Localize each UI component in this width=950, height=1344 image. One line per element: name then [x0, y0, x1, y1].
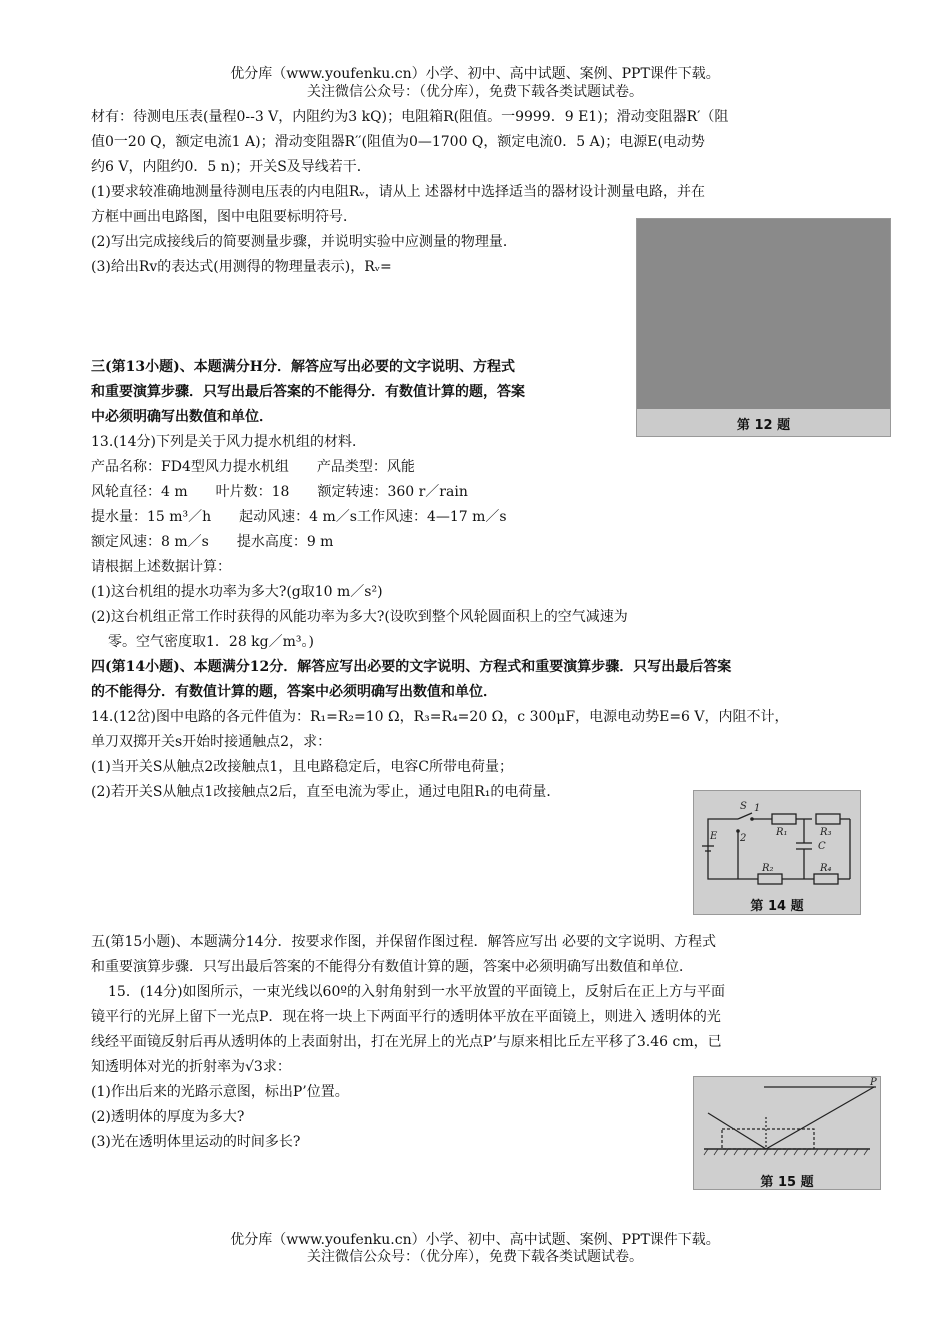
q12-line-4: (1)要求较准确地测量待测电压表的内电阻Rᵥ，请从上 述器材中选择适当的器材设计测量电路，并在	[91, 184, 706, 200]
footer-line-2: 关注微信公众号：（优分库），免费下载各类试题试卷。	[307, 1249, 643, 1265]
section-3-line-2: 和重要演算步骤．只写出最后答案的不能得分．有数值计算的题，答案	[91, 384, 525, 400]
q15-line-4: 知透明体对光的折射率为√3求：	[91, 1059, 291, 1075]
reflected-ray	[766, 1087, 874, 1149]
label-r2: R₂	[762, 863, 774, 874]
label-r3: R₃	[820, 827, 832, 838]
resistor-r4	[814, 874, 838, 884]
section-4-line-1: 四(第14小题)、本题满分12分．解答应写出必要的文字说明、方程式和重要演算步骤．只写出最后答案	[91, 659, 732, 675]
label-e: E	[710, 831, 718, 842]
figure-12-box	[637, 219, 890, 409]
resistor-r1	[772, 814, 796, 824]
circuit-diagram	[694, 791, 860, 891]
q12-line-7: (3)给出Rv的表达式(用测得的物理量表示)，Rᵥ=	[91, 259, 392, 275]
q13-line-7: (1)这台机组的提水功率为多大?(g取10 m／s²)	[91, 584, 383, 600]
q12-line-1: 材有：待测电压表(量程0--3 V，内阻约为3 kQ)；电阻箱R(阻值。一9999．9 E1)；滑动变阻器R′（阻	[91, 109, 729, 125]
q14-line-2: 单刀双掷开关s开始时接通触点2，求：	[91, 734, 332, 750]
figure-12	[636, 218, 891, 437]
section-5-line-2: 和重要演算步骤．只写出最后答案的不能得分有数值计算的题，答案中必须明确写出数值和单位．	[91, 959, 693, 975]
incident-ray	[708, 1113, 766, 1149]
figure-15	[693, 1076, 881, 1190]
q13-line-4: 提水量：15 m³／h 起动风速：4 m／s工作风速：4—17 m／s	[91, 509, 507, 525]
q12-line-6: (2)写出完成接线后的简要测量步骤，并说明实验中应测量的物理量．	[91, 234, 517, 250]
q15-line-3: 线经平面镜反射后再从透明体的上表面射出，打在光屏上的光点P’与原来相比丘左平移了3.46 cm，已	[91, 1034, 722, 1050]
section-3-line-1: 三(第13小题)、本题满分H分．解答应写出必要的文字说明、方程式	[91, 359, 515, 375]
label-s: S	[740, 801, 747, 812]
q15-line-1: 15．(14分)如图所示，一束光线以60º的入射角射到一水平放置的平面镜上，反射后在正上方与平面	[108, 984, 725, 1000]
label-p: P	[870, 1077, 877, 1088]
q14-line-1: 14.(12岔)图中电路的各元件值为：R₁=R₂=10 Ω，R₃=R₄=20 Ω，c 300μF，电源电动势E=6 V，内阻不计，	[91, 709, 789, 725]
section-4-line-2: 的不能得分．有数值计算的题，答案中必须明确写出数值和单位．	[91, 684, 497, 700]
q13-line-2: 产品名称：FD4型风力提水机组 产品类型：风能	[91, 459, 415, 475]
q12-line-2: 值0一20 Q，额定电流1 A)；滑动变阻器R′′(阻值为0—1700 Q，额定电流0．5 A)；电源E(电动势	[91, 134, 705, 150]
optics-diagram	[694, 1077, 880, 1167]
q15-line-6: (2)透明体的厚度为多大?	[91, 1109, 245, 1125]
label-r4: R₄	[820, 863, 832, 874]
label-c: C	[818, 841, 826, 852]
q15-line-2: 镜平行的光屏上留下一光点P．现在将一块上下两面平行的透明体平放在平面镜上，则进入 透明体的光	[91, 1009, 721, 1025]
figure-12-caption: 第 12 题	[736, 418, 791, 433]
figure-14	[693, 790, 861, 915]
q15-line-5: (1)作出后来的光路示意图，标出P’位置。	[91, 1084, 349, 1100]
resistor-r3	[816, 814, 840, 824]
circuit-wire-left	[708, 819, 738, 879]
q13-line-9: 零。空气密度取1．28 kg／m³。)	[108, 634, 314, 650]
transparent-block	[722, 1129, 814, 1149]
section-3-line-3: 中必须明确写出数值和单位．	[91, 409, 273, 425]
header-line-2: 关注微信公众号：（优分库），免费下载各类试题试卷。	[307, 84, 643, 100]
q14-line-3: (1)当开关S从触点2改接触点1，且电路稳定后，电容C所带电荷量；	[91, 759, 513, 775]
figure-14-caption: 第 14 题	[750, 899, 804, 914]
section-5-line-1: 五(第15小题)、本题满分14分．按要求作图，并保留作图过程．解答应写出 必要的文字说明、方程式	[91, 934, 717, 950]
q13-line-1: 13.(14分)下列是关于风力提水机组的材料．	[91, 434, 367, 450]
switch-blade	[738, 813, 752, 819]
q14-line-4: (2)若开关S从触点1改接触点2后，直至电流为零止，通过电阻R₁的电荷量．	[91, 784, 561, 800]
q13-line-8: (2)这台机组正常工作时获得的风能功率为多大?(设吹到整个风轮圆面积上的空气减速为	[91, 609, 628, 625]
label-r1: R₁	[776, 827, 788, 838]
q13-line-3: 风轮直径：4 m 叶片数：18 额定转速：360 r／rain	[91, 484, 468, 500]
switch-contact-1	[750, 817, 754, 821]
q12-line-3: 约6 V，内阻约0．5 n)；开关S及导线若干．	[91, 159, 371, 175]
resistor-r2	[758, 874, 782, 884]
footer-line-1: 优分库（www.youfenku.cn）小学、初中、高中试题、案例、PPT课件下载。	[230, 1232, 720, 1248]
figure-15-caption: 第 15 题	[760, 1175, 814, 1190]
label-contact-2: 2	[740, 833, 747, 844]
header-line-1: 优分库（www.youfenku.cn）小学、初中、高中试题、案例、PPT课件下载。	[230, 66, 720, 82]
label-contact-1: 1	[754, 803, 761, 814]
q13-line-6: 请根据上述数据计算：	[91, 559, 231, 575]
q12-line-5: 方框中画出电路图，图中电阻要标明符号．	[91, 209, 357, 225]
q15-line-7: (3)光在透明体里运动的时间多长?	[91, 1134, 301, 1150]
q13-line-5: 额定风速：8 m／s 提水高度：9 m	[91, 534, 334, 550]
